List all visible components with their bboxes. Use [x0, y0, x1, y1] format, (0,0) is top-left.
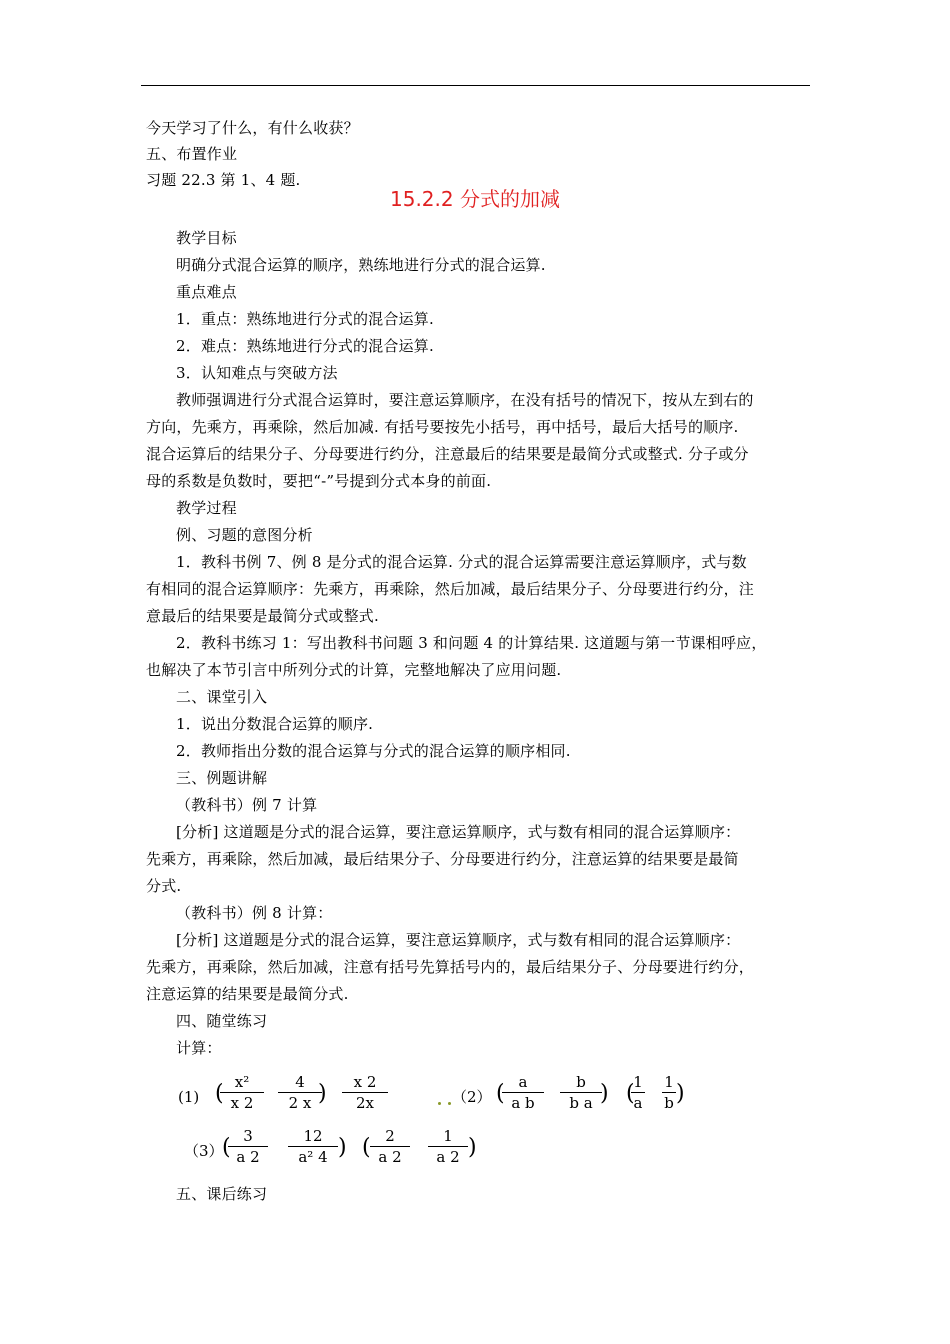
fraction: 2 a 2 [370, 1127, 410, 1166]
heading-examples: 三、例题讲解 [176, 769, 268, 787]
close-paren: ) [600, 1081, 609, 1106]
exercise-1-label: (1) [178, 1088, 200, 1106]
example-8-label: （教科书）例 8 计算： [176, 904, 333, 922]
close-paren: ) [676, 1081, 685, 1106]
paragraph-line: 有相同的混合运算顺序：先乘方，再乘除，然后加减，最后结果分子、分母要进行约分，注 [146, 580, 755, 598]
homework-heading: 五、布置作业 [146, 145, 238, 163]
fraction: a a b [502, 1073, 544, 1112]
paragraph-line: 注意运算的结果要是最简分式. [146, 985, 349, 1003]
open-paren: ( [496, 1081, 505, 1106]
paragraph-line: [分析] 这道题是分式的混合运算，要注意运算顺序，式与数有相同的混合运算顺序： [176, 931, 741, 949]
homework-assignment: 习题 22.3 第 1、4 题. [146, 171, 301, 189]
open-paren: ( [222, 1135, 231, 1160]
fraction: b b a [560, 1073, 602, 1112]
open-paren: ( [626, 1081, 635, 1106]
heading-practice: 四、随堂练习 [176, 1012, 268, 1030]
fraction: 12 a² 4 [288, 1127, 338, 1166]
paragraph-line: 先乘方，再乘除，然后加减，注意有括号先算括号内的，最后结果分子、分母要进行约分， [146, 958, 755, 976]
paragraph-line: 混合运算后的结果分子、分母要进行约分，注意最后的结果要是最简分式或整式. 分子或分 [146, 445, 749, 463]
fraction: 1 a 2 [428, 1127, 468, 1166]
fraction: 4 2 x [278, 1073, 322, 1112]
open-paren: ( [362, 1135, 371, 1160]
header-rule [141, 85, 810, 86]
example-7-label: （教科书）例 7 计算 [176, 796, 318, 814]
paragraph-line: 意最后的结果要是最简分式或整式. [146, 607, 379, 625]
exercise-3-label: （3） [184, 1142, 224, 1160]
heading-process: 教学过程 [176, 499, 237, 517]
exercise-2-label: （2） [452, 1088, 492, 1106]
paragraph-line: 也解决了本节引言中所列分式的计算，完整地解决了应用问题. [146, 661, 562, 679]
fraction: 3 a 2 [228, 1127, 268, 1166]
fraction: 1 b [662, 1073, 676, 1112]
paragraph-line: 分式. [146, 877, 182, 895]
section-title: 15.2.2 分式的加减 [390, 187, 560, 211]
key-point-3: 3．认知难点与突破方法 [176, 364, 338, 382]
close-paren: ) [338, 1135, 347, 1160]
open-paren: ( [215, 1081, 224, 1106]
compute-label: 计算： [176, 1039, 222, 1057]
paragraph-line: 先乘方，再乘除，然后加减，最后结果分子、分母要进行约分，注意运算的结果要是最简 [146, 850, 739, 868]
fraction: 1 a [631, 1073, 645, 1112]
objective-text: 明确分式混合运算的顺序，熟练地进行分式的混合运算. [176, 256, 546, 274]
close-paren: ) [468, 1135, 477, 1160]
paragraph-line: 母的系数是负数时，要把“-”号提到分式本身的前面. [146, 472, 492, 490]
paragraph-line: 教师强调进行分式混合运算时，要注意运算顺序，在没有括号的情况下，按从左到右的 [176, 391, 754, 409]
paragraph-line: 2．教科书练习 1：写出教科书问题 3 和问题 4 的计算结果. 这道题与第一节课相呼应， [176, 634, 767, 652]
fraction: x 2 2x [342, 1073, 388, 1112]
close-paren: ) [318, 1081, 327, 1106]
intro-item-2: 2．教师指出分数的混合运算与分式的混合运算的顺序相同. [176, 742, 571, 760]
heading-key-points: 重点难点 [176, 283, 237, 301]
heading-objectives: 教学目标 [176, 229, 237, 247]
paragraph-line: 1．教科书例 7、例 8 是分式的混合运算. 分式的混合运算需要注意运算顺序，式与数 [176, 553, 747, 571]
heading-introduction: 二、课堂引入 [176, 688, 268, 706]
heading-after-class: 五、课后练习 [176, 1185, 268, 1203]
paragraph-line: [分析] 这道题是分式的混合运算，要注意运算顺序，式与数有相同的混合运算顺序： [176, 823, 741, 841]
intro-item-1: 1．说出分数混合运算的顺序. [176, 715, 374, 733]
reflection-question: 今天学习了什么，有什么收获？ [146, 119, 359, 137]
key-point-1: 1．重点：熟练地进行分式的混合运算. [176, 310, 434, 328]
key-point-2: 2．难点：熟练地进行分式的混合运算. [176, 337, 434, 355]
heading-analysis: 例、习题的意图分析 [176, 526, 313, 544]
paragraph-line: 方向，先乘方，再乘除，然后加减. 有括号要按先小括号，再中括号，最后大括号的顺序. [146, 418, 739, 436]
fraction: x² x 2 [220, 1073, 264, 1112]
